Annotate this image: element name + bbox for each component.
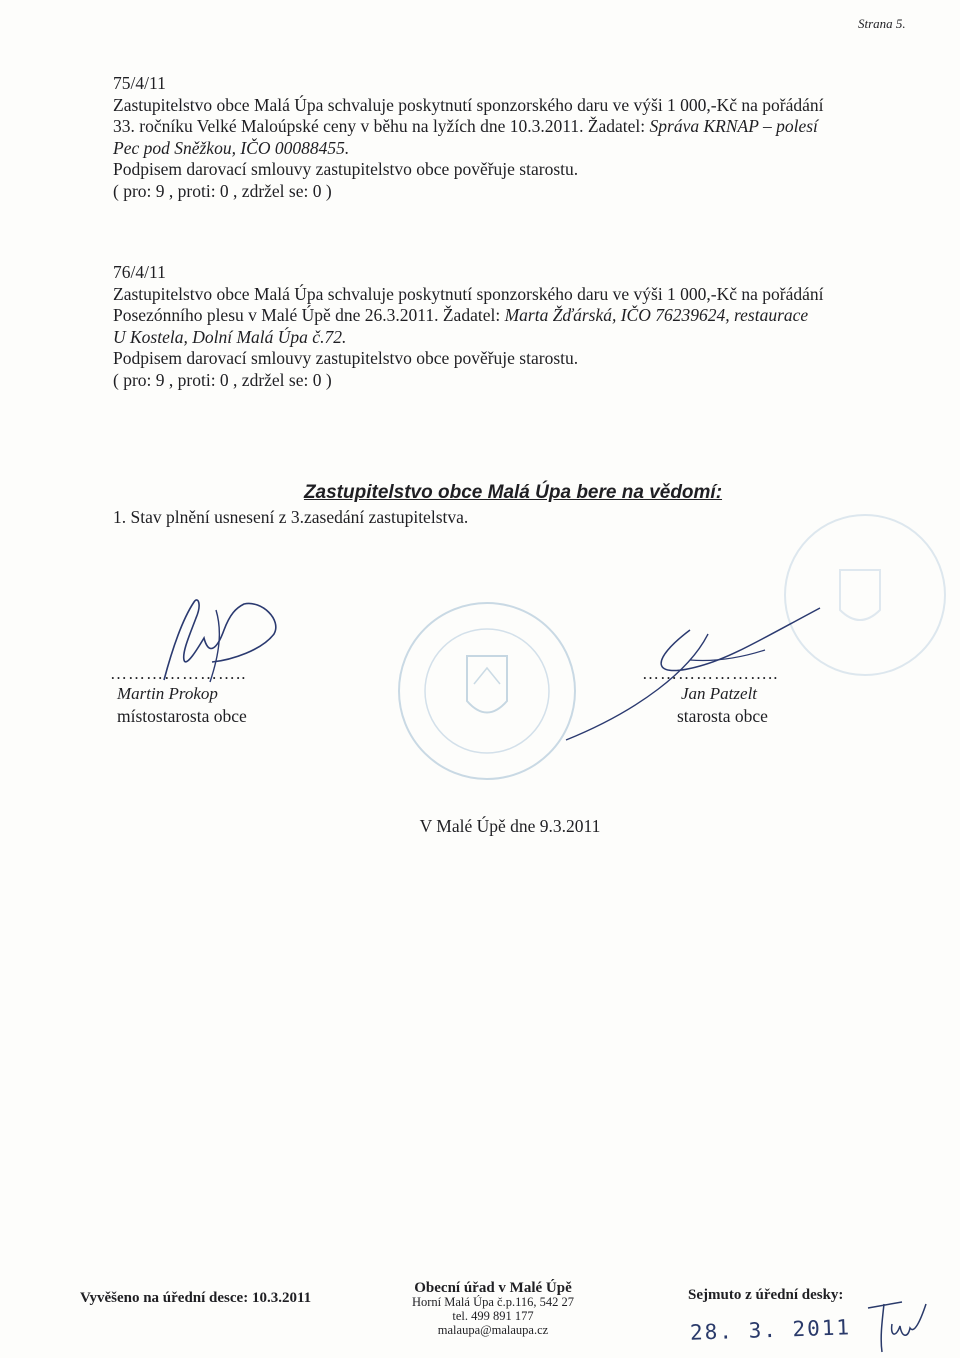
date-place: V Malé Úpě dne 9.3.2011: [419, 816, 601, 836]
removed-date: 28. 3. 2011: [689, 1315, 852, 1345]
signatory-name-left: Martin Prokop: [117, 684, 218, 703]
signatory-role-right: starosta obce: [677, 706, 768, 726]
applicant-name: Správa KRNAP – polesí: [649, 116, 818, 137]
noted-item: 1. Stav plnění usnesení z 3.zasedání zastupitelstva.: [113, 507, 469, 527]
resolution-number: 75/4/11: [113, 73, 166, 93]
resolution-text-line: [113, 116, 913, 138]
page-number: Strana 5.: [858, 16, 906, 31]
signature-line-right: …………………..: [642, 664, 779, 683]
resolution-75: [113, 73, 913, 203]
resolution-text: Posezónního plesu v Malé Úpě dne 26.3.2011. Žadatel:: [113, 305, 501, 326]
office-stamp: [398, 1281, 588, 1337]
handwritten-initials: [862, 1298, 932, 1354]
resolution-text-line: Zastupitelstvo obce Malá Úpa schvaluje poskytnutí sponzorského daru ve výši 1 000,-Kč na pořádání: [113, 283, 824, 304]
office-title: Obecní úřad v Malé Úpě: [414, 1280, 572, 1296]
posted-date: Vyvěšeno na úřední desce: 10.3.2011: [80, 1290, 312, 1306]
resolution-text-line: [113, 305, 913, 327]
applicant-name: Marta Žďárská, IČO 76239624, restaurace: [504, 305, 809, 326]
office-address: Horní Malá Úpa č.p.116, 542 27: [411, 1295, 574, 1309]
office-email: malaupa@malaupa.cz: [437, 1323, 549, 1337]
signatory-role-left: místostarosta obce: [117, 706, 247, 726]
resolution-text-line: Podpisem darovací smlouvy zastupitelstvo obce pověřuje starostu.: [113, 348, 579, 369]
noted-heading: Zastupitelstvo obce Malá Úpa bere na vědomí:: [303, 482, 723, 503]
resolution-text-line: Zastupitelstvo obce Malá Úpa schvaluje poskytnutí sponzorského daru ve výši 1 000,-Kč na pořádání: [113, 94, 824, 115]
office-phone: tel. 499 891 177: [452, 1309, 534, 1323]
signature-line-left: …………………..: [110, 664, 247, 683]
resolution-text-line: Podpisem darovací smlouvy zastupitelstvo obce pověřuje starostu.: [113, 159, 579, 180]
applicant-detail: Pec pod Sněžkou, IČO 00088455.: [113, 137, 350, 158]
resolution-number: 76/4/11: [113, 262, 166, 282]
resolution-text: 33. ročníku Velké Maloúpské ceny v běhu na lyžích dne 10.3.2011. Žadatel:: [113, 116, 646, 137]
resolution-76: [113, 262, 913, 392]
vote-result: ( pro: 9 , proti: 0 , zdržel se: 0 ): [113, 369, 332, 390]
applicant-detail: U Kostela, Dolní Malá Úpa č.72.: [113, 326, 347, 347]
vote-result: ( pro: 9 , proti: 0 , zdržel se: 0 ): [113, 180, 332, 201]
removed-label: Sejmuto z úřední desky:: [688, 1287, 844, 1303]
signatory-name-right: Jan Patzelt: [681, 684, 758, 703]
